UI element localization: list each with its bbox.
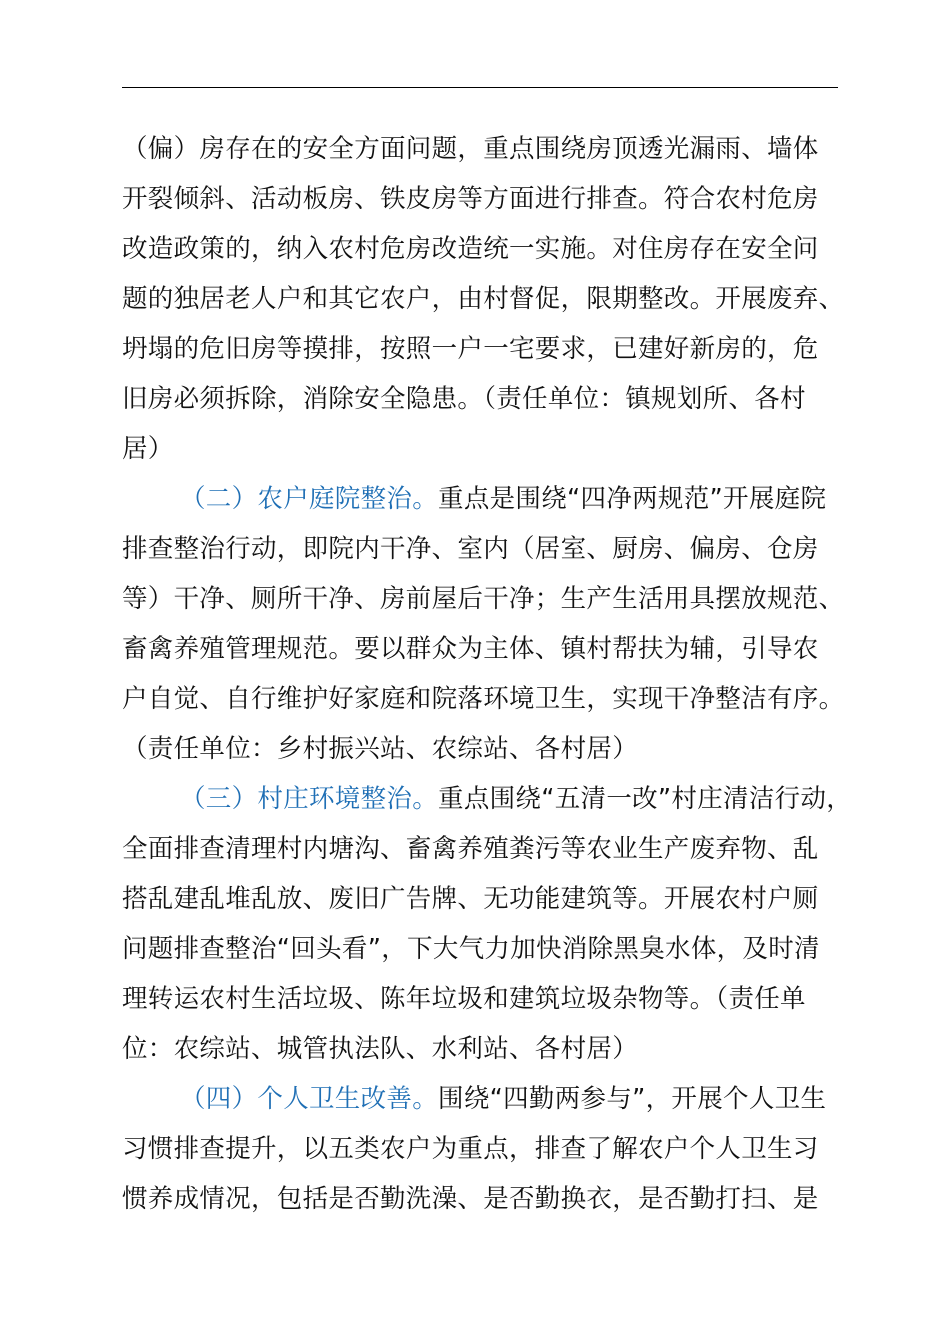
paragraph-village-environment [122,774,882,1074]
text-line: 惯养成情况，包括是否勤洗澡、是否勤换衣，是否勤打扫、是 [122,1184,819,1214]
text-line: 改造政策的，纳入农村危房改造统一实施。对住房存在安全问 [122,234,819,264]
text-line: 理转运农村生活垃圾、陈年垃圾和建筑垃圾杂物等。（责任单 [122,984,806,1014]
paragraph-housing-safety [122,124,882,474]
text-line: （责任单位：乡村振兴站、农综站、各村居） [122,734,639,764]
text-line: 位：农综站、城管执法队、水利站、各村居） [122,1034,639,1064]
text-line: （偏）房存在的安全方面问题，重点围绕房顶透光漏雨、墙体 [122,134,819,164]
text-run: 重点围绕“五清一改”村庄清洁行动， [438,784,853,814]
paragraph-personal-hygiene [122,1074,882,1224]
text-line: 全面排查清理村内塘沟、畜禽养殖粪污等农业生产废弃物、乱 [122,834,819,864]
section-heading: （三）村庄环境整治。 [180,784,439,814]
text-line: 问题排查整治“回头看”，下大气力加快消除黑臭水体，及时清 [122,934,820,964]
text-line: 开裂倾斜、活动板房、铁皮房等方面进行排查。符合农村危房 [122,184,819,214]
paragraph-first-line [122,1074,882,1124]
section-heading: （二）农户庭院整治。 [180,484,439,514]
section-heading: （四）个人卫生改善。 [180,1084,439,1114]
text-run: 围绕“四勤两参与”，开展个人卫生 [438,1084,827,1114]
paragraph-first-line [122,474,882,524]
text-line: 排查整治行动，即院内干净、室内（居室、厨房、偏房、仓房 [122,534,819,564]
text-line: 习惯排查提升，以五类农户为重点，排查了解农户个人卫生习 [122,1134,819,1164]
text-line: 坍塌的危旧房等摸排，按照一户一宅要求，已建好新房的，危 [122,334,819,364]
text-line: 题的独居老人户和其它农户，由村督促，限期整改。开展废弃、 [122,284,845,314]
text-line: 畜禽养殖管理规范。要以群众为主体、镇村帮扶为辅，引导农 [122,634,819,664]
text-line: 等）干净、厕所干净、房前屋后干净；生产生活用具摆放规范、 [122,584,845,614]
text-line: 户自觉、自行维护好家庭和院落环境卫生，实现干净整洁有序。 [122,684,845,714]
header-rule [122,87,838,88]
text-line: 旧房必须拆除，消除安全隐患。（责任单位：镇规划所、各村 [122,384,806,414]
text-line: 居） [122,434,174,464]
text-run: 重点是围绕“四净两规范”开展庭院 [438,484,827,514]
document-body [122,124,882,1224]
text-line: 搭乱建乱堆乱放、废旧广告牌、无功能建筑等。开展农村户厕 [122,884,819,914]
paragraph-courtyard [122,474,882,774]
paragraph-first-line [122,774,882,824]
